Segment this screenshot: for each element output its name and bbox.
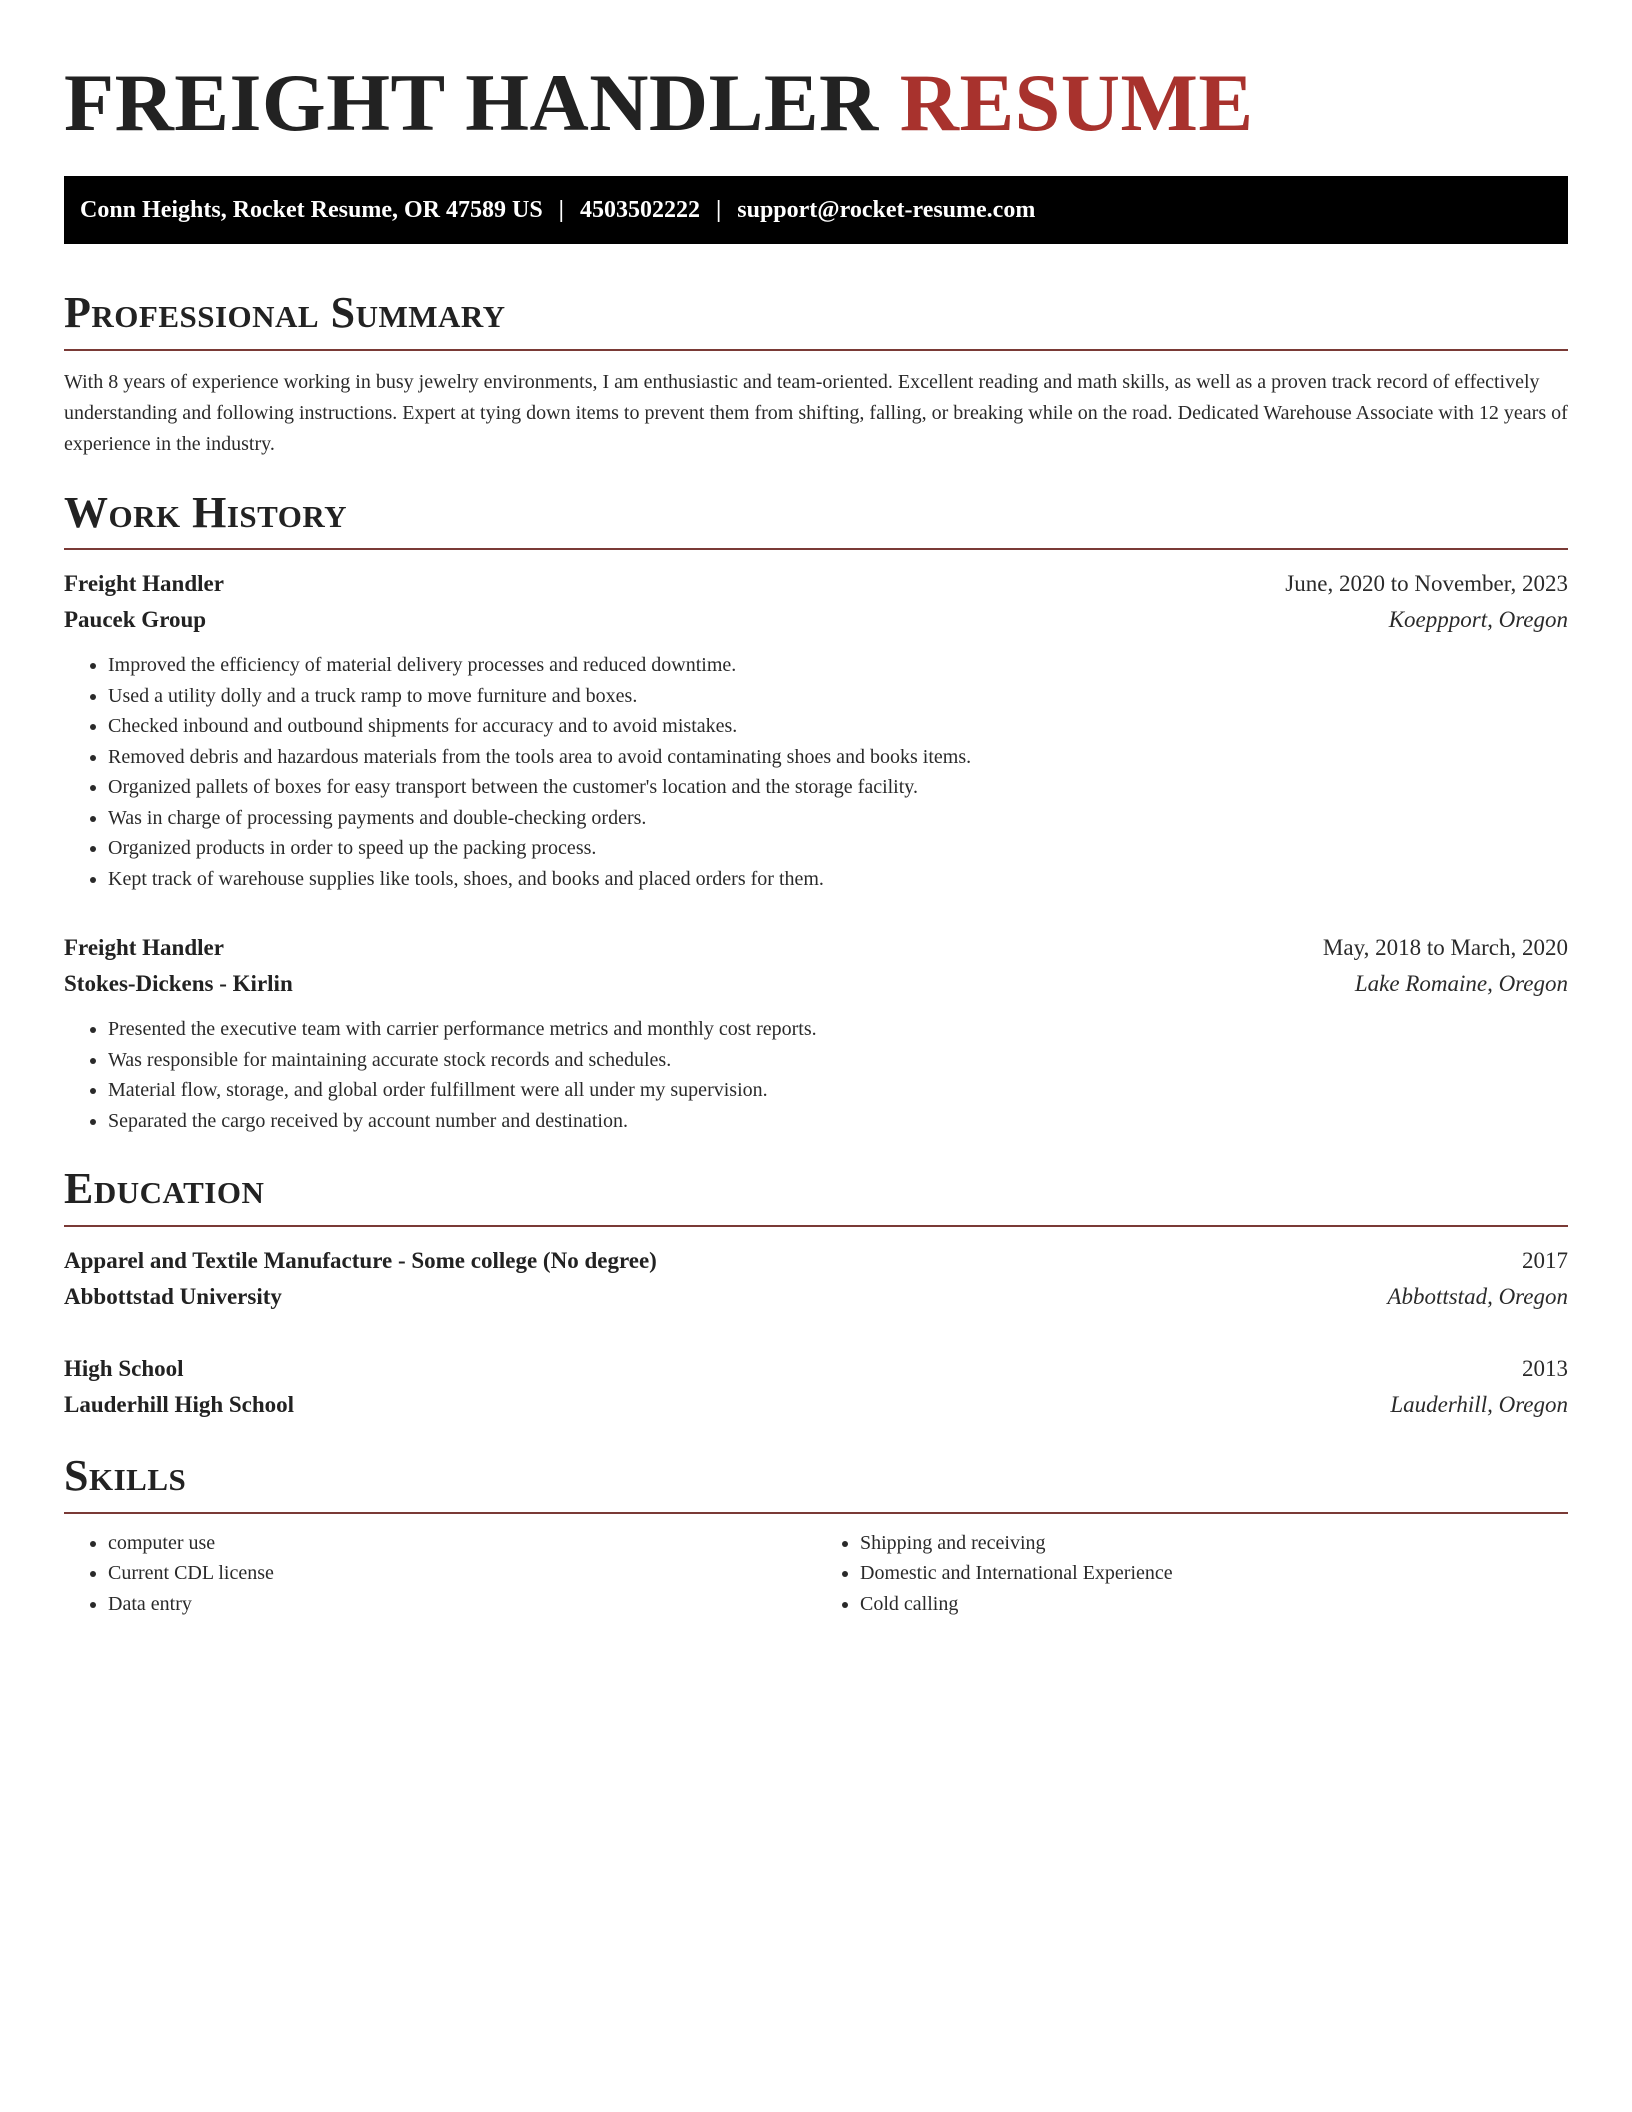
job-bullet: • Organized pallets of boxes for easy transport between the customer's location and the storage facility. xyxy=(108,772,1568,803)
job-entry xyxy=(64,566,1568,894)
contact-address: Conn Heights, Rocket Resume, OR 47589 US xyxy=(80,196,543,223)
education-entry xyxy=(64,1351,1568,1423)
education-degree: High School xyxy=(64,1356,184,1382)
job-bullet: • Improved the efficiency of material delivery processes and reduced downtime. xyxy=(108,650,1568,681)
contact-separator: | xyxy=(715,196,722,223)
education-entry xyxy=(64,1243,1568,1315)
job-location: Lake Romaine, Oregon xyxy=(1354,971,1568,997)
title-accent: RESUME xyxy=(899,57,1254,148)
work-history-section xyxy=(64,488,1568,1137)
skill-item: • Data entry xyxy=(108,1589,816,1620)
job-bullet: • Separated the cargo received by account number and destination. xyxy=(108,1106,1568,1137)
education-degree-row xyxy=(64,1243,1568,1279)
job-bullet: • Checked inbound and outbound shipments for accuracy and to avoid mistakes. xyxy=(108,711,1568,742)
job-dates: May, 2018 to March, 2020 xyxy=(1322,935,1568,961)
skill-item: • computer use xyxy=(108,1528,816,1559)
education-year: 2013 xyxy=(1522,1356,1568,1382)
education-location: Lauderhill, Oregon xyxy=(1390,1392,1568,1418)
education-section xyxy=(64,1164,1568,1423)
job-company: Paucek Group xyxy=(64,607,207,633)
skill-item: • Shipping and receiving xyxy=(860,1528,1568,1559)
job-company: Stokes-Dickens - Kirlin xyxy=(64,971,293,997)
job-bullets xyxy=(64,650,1568,894)
resume-title xyxy=(64,56,1568,150)
job-title-row xyxy=(64,930,1568,966)
contact-separator: | xyxy=(558,196,564,223)
skills-columns xyxy=(64,1528,1568,1620)
job-bullet: • Material flow, storage, and global order fulfillment were all under my supervision. xyxy=(108,1075,1568,1106)
skills-section xyxy=(64,1451,1568,1619)
education-degree-row xyxy=(64,1351,1568,1387)
education-school-row xyxy=(64,1279,1568,1315)
job-bullet: • Used a utility dolly and a truck ramp to move furniture and boxes. xyxy=(108,681,1568,712)
job-title: Freight Handler xyxy=(64,935,224,961)
job-bullet: • Organized products in order to speed up the packing process. xyxy=(108,833,1568,864)
summary-text: With 8 years of experience working in busy jewelry environments, I am enthusiastic and team-oriented. Excellent reading and math skills, as well as a proven track record of effectively understanding and following instructions. Expert at tying down items to prevent them from shifting, falling, or breaking while on the road. Dedicated Warehouse Associate with 12 years of experience in the industry. xyxy=(64,370,1568,455)
job-bullet: • Removed debris and hazardous materials from the tools area to avoid contaminating shoes and books items. xyxy=(108,742,1568,773)
job-dates: June, 2020 to November, 2023 xyxy=(1285,571,1568,597)
job-bullet: • Kept track of warehouse supplies like tools, shoes, and books and placed orders for them. xyxy=(108,864,1568,895)
education-location: Abbottstad, Oregon xyxy=(1387,1284,1568,1310)
section-heading-education: Education xyxy=(64,1164,1568,1227)
job-entry xyxy=(64,930,1568,1136)
education-school: Lauderhill High School xyxy=(64,1392,295,1418)
job-bullets xyxy=(64,1014,1568,1136)
skills-list-right xyxy=(816,1528,1568,1620)
job-bullet: • Presented the executive team with carrier performance metrics and monthly cost reports. xyxy=(108,1014,1568,1045)
job-title-row xyxy=(64,566,1568,602)
skills-list-left xyxy=(64,1528,816,1620)
skill-item: • Current CDL license xyxy=(108,1558,816,1589)
summary-section xyxy=(64,288,1568,460)
skill-item: • Domestic and International Experience xyxy=(860,1558,1568,1589)
job-company-row xyxy=(64,602,1568,638)
job-company-row xyxy=(64,966,1568,1002)
job-location: Koeppport, Oregon xyxy=(1388,607,1568,633)
title-main: FREIGHT HANDLER xyxy=(64,57,879,148)
job-bullet: • Was responsible for maintaining accurate stock records and schedules. xyxy=(108,1045,1568,1076)
education-school-row xyxy=(64,1387,1568,1423)
section-heading-work-history: Work History xyxy=(64,488,1568,551)
section-heading-skills: Skills xyxy=(64,1451,1568,1514)
skill-item: • Cold calling xyxy=(860,1589,1568,1620)
education-degree: Apparel and Textile Manufacture - Some college (No degree) xyxy=(64,1248,657,1274)
contact-phone: 4503502222 xyxy=(579,196,700,223)
job-title: Freight Handler xyxy=(64,571,224,597)
section-heading-summary: Professional Summary xyxy=(64,288,1568,351)
job-bullet: • Was in charge of processing payments and double-checking orders. xyxy=(108,803,1568,834)
education-school: Abbottstad University xyxy=(64,1284,282,1310)
contact-email: support@rocket-resume.com xyxy=(737,196,1036,223)
education-year: 2017 xyxy=(1522,1248,1568,1274)
contact-bar xyxy=(64,176,1568,244)
